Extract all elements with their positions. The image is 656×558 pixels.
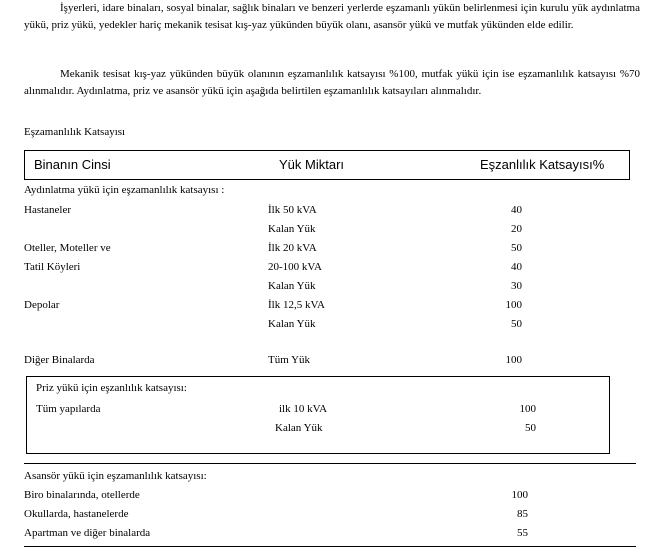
elevator-factor: 55 bbox=[517, 527, 528, 539]
lighting-factor: 20 bbox=[511, 223, 522, 235]
lighting-section-title: Aydınlatma yükü için eşzamanlılık katsayısı : bbox=[24, 184, 225, 196]
lighting-type-holiday-villages: Tatil Köyleri bbox=[24, 261, 81, 273]
lighting-factor: 100 bbox=[505, 354, 522, 366]
elevator-type-apartments: Apartman ve diğer binalarda bbox=[24, 527, 151, 539]
socket-type-all: Tüm yapılarda bbox=[36, 403, 101, 415]
section-divider bbox=[24, 463, 636, 464]
lighting-load: Kalan Yük bbox=[268, 223, 316, 235]
header-building-type: Binanın Cinsi bbox=[34, 157, 111, 172]
lighting-type-other: Diğer Binalarda bbox=[24, 354, 95, 366]
lighting-type-warehouses: Depolar bbox=[24, 299, 60, 311]
socket-section-title: Priz yükü için eşzanlılık katsayısı: bbox=[36, 382, 187, 394]
lighting-load: Kalan Yük bbox=[268, 280, 316, 292]
lighting-type-hotels: Oteller, Moteller ve bbox=[24, 242, 111, 254]
lighting-factor: 40 bbox=[511, 261, 522, 273]
elevator-type-schools-hospitals: Okullarda, hastanelerde bbox=[24, 508, 129, 520]
elevator-section-title: Asansör yükü için eşzamanlılık katsayısı: bbox=[24, 470, 207, 482]
lighting-factor: 50 bbox=[511, 318, 522, 330]
lighting-factor: 50 bbox=[511, 242, 522, 254]
section-title: Eşzamanlılık Katsayısı bbox=[24, 126, 126, 138]
socket-load: ilk 10 kVA bbox=[279, 403, 328, 415]
lighting-load: İlk 12,5 kVA bbox=[268, 299, 325, 311]
coefficient-paragraph: Mekanik tesisat kış-yaz yükünden büyük olanının eşzamanlılık katsayısı %100, mutfak yükü için ise eşzamanlılık katsayısı %70 alınmalıdır. Aydınlatma, priz ve asansör yükü için aşağıda belirtilen eşzamanlılık katsayıları alınmalıdır. bbox=[24, 68, 640, 97]
lighting-type-hospitals: Hastaneler bbox=[24, 204, 72, 216]
intro-paragraph: İşyerleri, idare binaları, sosyal binalar, sağlık binaları ve benzeri yerlerde eşzamanlı yükün belirlenmesi için kurulu yük aydınlatma yükü, priz yükü, yedekler hariç mekanik tesisat kış-yaz yükünden büyük olanı, asansör yükü ve mutfak yükünden elde edilir. bbox=[24, 2, 640, 31]
socket-factor: 50 bbox=[525, 422, 536, 434]
elevator-factor: 100 bbox=[511, 489, 528, 501]
bottom-rule bbox=[24, 546, 636, 547]
lighting-load: Kalan Yük bbox=[268, 318, 316, 330]
header-load-amount: Yük Miktarı bbox=[279, 157, 345, 172]
lighting-factor: 30 bbox=[511, 280, 522, 292]
elevator-factor: 85 bbox=[517, 508, 528, 520]
lighting-factor: 100 bbox=[505, 299, 522, 311]
header-coefficient: Eşzanlılık Katsayısı% bbox=[480, 157, 605, 172]
elevator-type-offices-hotels: Biro binalarında, otellerde bbox=[24, 489, 140, 501]
lighting-load: 20-100 kVA bbox=[268, 261, 322, 273]
lighting-load: İlk 50 kVA bbox=[268, 204, 317, 216]
lighting-factor: 40 bbox=[511, 204, 522, 216]
lighting-load: Tüm Yük bbox=[268, 354, 311, 366]
socket-load: Kalan Yük bbox=[275, 422, 323, 434]
socket-factor: 100 bbox=[519, 403, 536, 415]
lighting-load: İlk 20 kVA bbox=[268, 242, 317, 254]
